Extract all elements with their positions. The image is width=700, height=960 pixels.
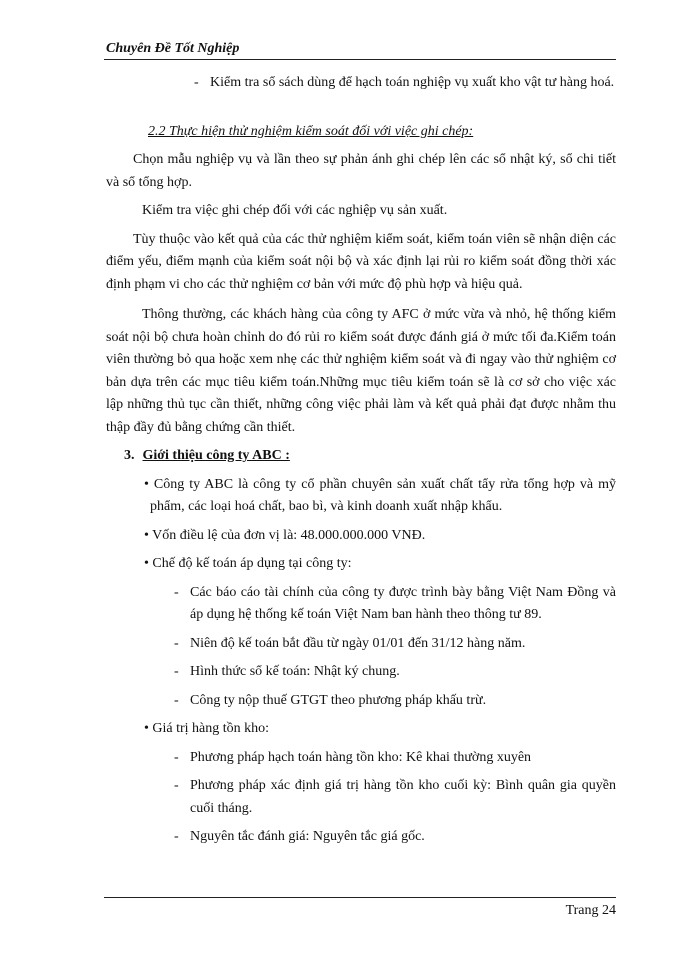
dash-marker: - [174,635,179,651]
section-2-2-heading: 2.2 Thực hiện thử nghiệm kiểm soát đối với việc ghi chép: [148,123,474,139]
sub-list-item [106,775,616,820]
sub-list-item [106,661,616,684]
header-rule [104,59,616,60]
paragraph: Chọn mẫu nghiệp vụ và lần theo sự phản ánh ghi chép lên các sổ nhật ký, sổ chi tiết và sổ tổng hợp. [106,152,616,190]
dash-marker: - [194,75,199,90]
section-3-heading [124,445,616,468]
sub-item-text: Các báo cáo tài chính của công ty được trình bày bằng Việt Nam Đồng và áp dụng hệ thống kế toán Việt Nam ban hành theo thông tư 89. [190,584,616,622]
sub-item-text: Phương pháp xác định giá trị hàng tồn kho cuối kỳ: Bình quân gia quyền cuối tháng. [190,778,616,816]
dash-marker: - [174,829,179,844]
section-3-number: 3. [124,448,135,463]
dash-marker: - [174,692,179,708]
footer-rule [104,897,616,898]
sub-item-text: Hình thức sổ kế toán: Nhật ký chung. [190,664,400,679]
sub-item-text: Nguyên tắc đánh giá: Nguyên tắc giá gốc. [190,829,425,844]
intro-item-text: Kiểm tra sổ sách dùng để hạch toán nghiệp vụ xuất kho vật tư hàng hoá. [210,75,615,90]
sub-list-item [106,690,616,713]
dash-marker: - [174,749,179,765]
bullet-item: • Chế độ kế toán áp dụng tại công ty: [144,556,352,571]
header-title: Chuyên Đề Tốt Nghiệp [106,41,240,56]
bullet-item: • Công ty ABC là công ty cổ phần chuyên sản xuất chất tẩy rửa tổng hợp và mỹ phẩm, các loại hoá chất, bao bì, và kinh doanh xuất nhập khẩu. [144,476,616,514]
sub-list-item [106,582,616,627]
dash-marker: - [174,664,179,679]
bullet-item: • Giá trị hàng tồn kho: [144,721,270,736]
intro-list-item [106,72,616,95]
paragraph: Kiểm tra việc ghi chép đối với các nghiệp vụ sản xuất. [142,203,448,218]
sub-list-item [106,826,616,849]
sub-list-item [106,633,616,656]
page-content [106,72,616,849]
paragraph: Thông thường, các khách hàng của công ty AFC ở mức vừa và nhỏ, hệ thống kiểm soát nội bộ chưa hoàn chỉnh do đó rủi ro kiểm soát được đánh giá ở mức tối đa.Kiểm toán viên thường bỏ qua hoặc xem nhẹ các thử nghiệm kiểm soát và đi ngay vào thử nghiệm cơ bản dựa trên các mục tiêu kiểm toán.Những mục tiêu kiểm toán sẽ là cơ sở cho việc xác lập những thủ tục cần thiết, những công việc phải làm và kết quả phải đạt được nhằm thu thập đầy đủ bằng chứng cần thiết. [106,307,616,435]
section-3-title: Giới thiệu công ty ABC : [142,448,290,463]
page-number: Trang 24 [565,903,616,918]
sub-item-text: Phương pháp hạch toán hàng tồn kho: Kê khai thường xuyên [190,749,532,765]
dash-marker: - [174,584,179,600]
dash-marker: - [174,778,179,793]
sub-list-item [106,747,616,770]
sub-item-text: Công ty nộp thuế GTGT theo phương pháp khấu trừ. [190,692,487,708]
sub-item-text: Niên độ kế toán bắt đầu từ ngày 01/01 đến 31/12 hàng năm. [190,635,526,651]
paragraph: Tùy thuộc vào kết quả của các thử nghiệm kiểm soát, kiểm toán viên sẽ nhận diện các điểm yếu, điểm mạnh của kiểm soát nội bộ và xác định lại rủi ro kiểm soát đồng thời xác định phạm vi cho các thử nghiệm cơ bản với mức độ phù hợp và hiệu quả. [106,231,616,292]
bullet-item: • Vốn điều lệ của đơn vị là: 48.000.000.000 VNĐ. [144,527,426,543]
